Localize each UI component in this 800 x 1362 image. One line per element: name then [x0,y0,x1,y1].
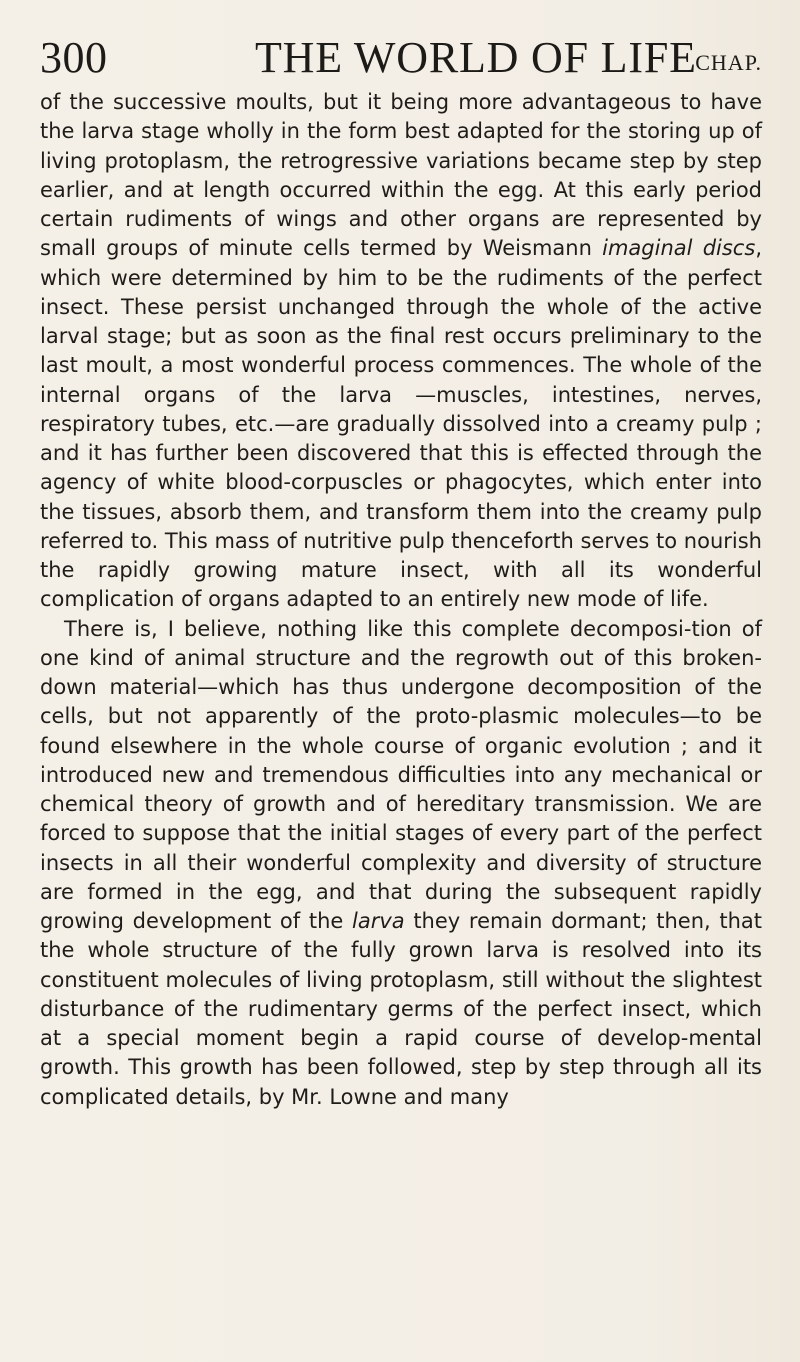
paragraph-1-text-after-italic: , which were determined by him to be the rudiments of the perfect insect. These persist unchanged through the whole of the active larval stage; but as soon as the final rest occurs preliminary to the last moult, a most wonderful process commences. The whole of the internal organs of the larva —muscles, intestines, nerves, respiratory tubes, etc.—are gradually dissolved into a creamy pulp ; and it has further been discovered that this is effected through the agency of white blood-corpuscles or phagocytes, which enter into the tissues, absorb them, and transform them into the creamy pulp referred to. This mass of nutritive pulp thenceforth serves to nourish the rapidly growing mature insect, with all its wonderful complication of organs adapted to an entirely new mode of life. [40,236,762,612]
running-head: THE WORLD OF LIFE [255,33,697,82]
paragraph-1-text-before-italic: of the successive moults, but it being more advantageous to have the larva stage wholly in the form best adapted for the storing up of living protoplasm, the retrogressive variations became step by step earlier, and at length occurred within the egg. At this early period certain rudiments of wings and other organs are represented by small groups of minute cells termed by Weismann [40,90,762,261]
page-header [40,20,762,80]
paragraph-1 [40,88,762,615]
paragraph-2-text-before-italic: There is, I believe, nothing like this complete decomposi-tion of one kind of animal structure and the regrowth out of this broken-down material—which has thus undergone decomposition of the cells, but not apparently of the proto-plasmic molecules—to be found elsewhere in the whole course of organic evolution ; and it introduced new and tremendous difficulties into any mechanical or chemical theory of growth and of hereditary transmission. We are forced to suppose that the initial stages of every part of the perfect insects in all their wonderful complexity and diversity of structure are formed in the egg, and that during the subsequent rapidly growing development of the [40,616,762,933]
paragraph-2 [40,615,762,1112]
page-number: 300 [40,33,108,82]
paragraph-2-text-after-italic: they remain dormant; then, that the whole structure of the fully grown larva is resolved into its constituent molecules of living protoplasm, still without the slightest disturbance of the rudimentary germs of the perfect insect, which at a special moment begin a rapid course of develop-mental growth. This growth has been followed, step by step through all its complicated details, by Mr. Lowne and many [40,909,763,1109]
chapter-label: CHAP. [695,50,762,75]
paragraph-1-italic-term: imaginal discs [602,236,756,261]
body-text [40,88,762,1112]
paragraph-2-italic-term: larva [352,909,405,933]
